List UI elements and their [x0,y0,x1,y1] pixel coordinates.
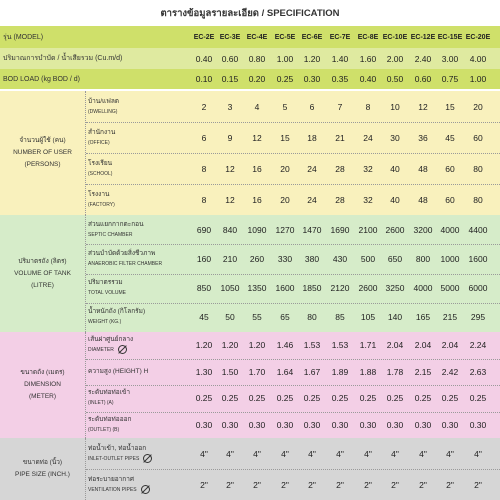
dimension-cell: 2.15 [414,366,432,377]
tank-volume-cell: 215 [442,312,458,323]
user-count-cell: 40 [390,163,400,174]
user-count-cell: 48 [418,163,428,174]
dimension-cell: 1.46 [276,340,294,351]
dimension-cell: 1.89 [331,366,349,377]
user-count-cell: 12 [225,163,235,174]
pipe-size-cell: 2" [253,479,261,490]
user-count-cell: 32 [363,194,373,205]
tank-volume-label-en-text: TOTAL VOLUME [88,290,126,297]
dimension-cell: 1.88 [359,366,377,377]
model-header-row [0,26,500,48]
tank-volume-cell: 1350 [247,283,267,294]
user-count-label-en [88,107,119,117]
user-count-cell: 30 [390,132,400,143]
pipe-size-cell: 4" [391,448,399,459]
bod-load-row [0,69,500,89]
tank-volume-cell: 210 [222,253,238,264]
dimension-cell: 0.25 [303,393,321,404]
tank-volume-cell: 1850 [302,283,322,294]
model-header-cell: EC-6E [301,33,323,41]
user-count-cell: 9 [227,132,233,143]
tank-volume-cell: 2120 [330,283,350,294]
tank-volume-label [88,215,144,244]
user-count-label-en [88,200,115,210]
pipe-size-cell: 2" [419,479,427,490]
user-count-cell: 48 [418,194,428,205]
user-count-cell: 20 [280,163,290,174]
user-count-cell: 7 [337,101,343,112]
user-count-cell: 24 [307,194,317,205]
user-count-label [88,122,115,153]
pipe-size-cell: 4" [336,448,344,459]
tank-volume-cell: 6000 [468,283,488,294]
pipe-size-cell: 4" [200,448,208,459]
tank-volume-cell: 65 [280,312,290,323]
pipe-size-cell: 2" [281,479,289,490]
tank-volume-label-en-text: SEPTIC CHAMBER [88,231,133,238]
dimension-cell: 0.25 [441,393,459,404]
model-header-cell: EC-4E [246,33,268,41]
user-count-cell: 3 [227,101,233,112]
dimension-cell: 0.25 [469,393,487,404]
tank-volume-label-en [88,259,162,269]
user-count-label-th: บ้าน/แฟลต [88,97,120,105]
dimension-cell: 1.67 [303,366,321,377]
model-header-cell: EC-5E [274,33,296,41]
dimension-cell: 0.30 [248,419,266,430]
bod-load-cell: 0.20 [248,74,266,84]
flow-rate-cell: 3.00 [441,53,459,64]
user-count-cell: 18 [307,132,317,143]
pipe-size-label-en-text: VENTILATION PIPES [88,486,137,493]
user-count-cell: 12 [418,101,428,112]
user-count-label-th: สำนักงาน [88,128,116,136]
dimension-cell: 2.42 [441,366,459,377]
dimension-cell: 0.30 [221,419,239,430]
pipe-size-row [86,438,500,469]
pipe-section-label: ขนาดท่อ (นิ้ว) PIPE SIZE (INCH.) [15,459,70,478]
tank-volume-cell: 2600 [358,283,378,294]
dimension-cell: 0.30 [195,419,213,430]
dimension-cell: 0.25 [195,393,213,404]
dimension-cell: 0.25 [248,393,266,404]
tank-volume-cell: 45 [199,312,209,323]
user-count-label [88,153,112,184]
tank-volume-cell: 4000 [413,283,433,294]
pipe-size-cell: 2" [308,479,316,490]
user-count-cell: 20 [280,194,290,205]
pipe-size-label-en [88,485,150,495]
dimension-cell: 0.30 [414,419,432,430]
model-header-label: รุ่น (MODEL) [3,33,44,41]
tank-volume-label-th: ส่วนบำบัดด้วยสิ่งชีวภาพ [88,249,156,257]
bod-load-cell: 0.25 [276,74,294,84]
tank-volume-label [88,244,162,273]
tank-volume-label-en [88,317,145,327]
tank-volume-cell: 295 [470,312,486,323]
bod-load-cell: 0.35 [331,74,349,84]
tank-volume-cell: 1050 [220,283,240,294]
bod-load-cell: 0.40 [359,74,377,84]
user-count-cell: 4 [254,101,260,112]
user-count-cell: 15 [445,101,455,112]
tank-volume-cell: 55 [252,312,262,323]
tank-volume-cell: 260 [249,253,265,264]
tank-volume-cell: 380 [304,253,320,264]
flow-rate-cell: 1.00 [276,53,294,64]
dimension-cell: 0.25 [359,393,377,404]
pipe-size-label [88,438,152,469]
pipe-size-cell: 2" [391,479,399,490]
pipe-size-cell: 2" [364,479,372,490]
user-count-cell: 32 [363,163,373,174]
dimension-label-th: ความสูง (HEIGHT) H [88,367,149,375]
flow-rate-cell: 0.80 [248,53,266,64]
tank-volume-cell: 840 [222,224,238,235]
dimension-cell: 1.78 [386,366,404,377]
dimension-cell: 2.63 [469,366,487,377]
dimension-row [86,412,500,439]
dimension-cell: 1.20 [248,340,266,351]
user-count-cell: 8 [201,194,207,205]
diameter-icon [143,454,152,463]
tank-volume-cell: 850 [196,283,212,294]
model-header-cell: EC-10E [382,33,408,41]
user-count-cell: 6 [309,101,315,112]
bod-load-cell: 0.30 [303,74,321,84]
flow-rate-row [0,48,500,69]
dimension-label-th: ระดับท่อท่อเข้า [88,389,131,397]
users-section [0,91,500,215]
user-count-cell: 8 [365,101,371,112]
flow-rate-cell: 2.00 [386,53,404,64]
user-count-cell: 12 [252,132,262,143]
user-count-cell: 80 [473,194,483,205]
dimension-cell: 0.30 [441,419,459,430]
tank-volume-cell: 165 [415,312,431,323]
dimension-cell: 1.71 [359,340,377,351]
table-title: ตารางข้อมูลรายละเอียด / SPECIFICATION [0,0,500,26]
model-header-cell: EC-3E [219,33,241,41]
dimension-cell: 0.30 [331,419,349,430]
pipe-size-label-th: ท่อน้ำเข้า, ท่อน้ำออก [88,444,147,452]
pipe-size-cell: 4" [446,448,454,459]
user-count-label [88,184,115,215]
dimension-cell: 0.30 [276,419,294,430]
pipe-size-label-th: ท่อระบายอากาศ [88,475,135,483]
pipe-size-row [86,469,500,500]
tank-volume-label-th: ปริมาตรรวม [88,279,123,287]
tank-volume-cell: 1600 [468,253,488,264]
tank-volume-row [86,215,500,244]
model-header-cell: EC-15E [437,33,463,41]
dimension-label [88,385,130,412]
user-count-label-th: โรงเรียน [88,159,113,167]
dimension-cell: 2.04 [386,340,404,351]
flow-rate-cell: 0.60 [221,53,239,64]
user-count-cell: 5 [282,101,288,112]
tank-volume-cell: 2600 [385,224,405,235]
user-count-row [86,153,500,184]
user-count-row [86,91,500,122]
tank-volume-cell: 1600 [275,283,295,294]
dimension-cell: 0.30 [469,419,487,430]
bod-load-cell: 0.10 [195,74,213,84]
dimension-row [86,385,500,412]
dimension-row [86,332,500,359]
tank-section [0,215,500,332]
tank-volume-row [86,274,500,303]
tank-volume-cell: 500 [360,253,376,264]
model-header-cell: EC-7E [329,33,351,41]
tank-volume-cell: 2100 [358,224,378,235]
tank-volume-cell: 3250 [385,283,405,294]
user-count-label-en-text: (SCHOOL) [88,170,113,177]
user-count-cell: 10 [390,101,400,112]
dimension-cell: 1.20 [195,340,213,351]
flow-rate-cell: 2.40 [414,53,432,64]
flow-rate-cell: 1.40 [331,53,349,64]
user-count-cell: 40 [390,194,400,205]
tank-volume-label-th: ส่วนแยกกากตะกอน [88,220,144,228]
tank-volume-cell: 85 [335,312,345,323]
tank-volume-cell: 330 [277,253,293,264]
user-count-row [86,122,500,153]
tank-volume-row [86,303,500,332]
diameter-icon [118,345,127,354]
user-count-label-en-text: (OFFICE) [88,139,110,146]
user-count-cell: 6 [201,132,207,143]
bod-load-cell: 0.15 [221,74,239,84]
dimension-cell: 1.30 [195,366,213,377]
dimension-label-en [88,425,131,435]
pipe-size-cell: 2" [226,479,234,490]
tank-section-label: ปริมาตรถัง (ลิตร) VOLUME OF TANK (LITRE) [14,257,71,289]
pipe-size-cell: 4" [419,448,427,459]
dimension-cell: 2.04 [441,340,459,351]
dimension-cell: 1.70 [248,366,266,377]
user-count-label-th: โรงงาน [88,190,110,198]
dimension-cell: 1.50 [221,366,239,377]
tank-volume-label [88,303,145,332]
pipe-size-cell: 4" [308,448,316,459]
tank-volume-cell: 50 [225,312,235,323]
tank-volume-cell: 430 [332,253,348,264]
user-count-cell: 60 [473,132,483,143]
tank-volume-label-en [88,230,144,240]
tank-volume-cell: 160 [196,253,212,264]
user-count-label-en [88,138,115,148]
dimension-label-en [88,345,133,355]
tank-volume-cell: 3200 [413,224,433,235]
dimension-cell: 0.25 [276,393,294,404]
model-header-cell: EC-12E [410,33,436,41]
tank-volume-cell: 1470 [302,224,322,235]
dimension-label-en [88,398,130,408]
dimension-cell: 2.04 [414,340,432,351]
tank-volume-label [88,274,126,303]
tank-volume-row [86,244,500,273]
user-count-label [88,91,119,122]
pipe-size-cell: 2" [474,479,482,490]
dimension-label [88,332,133,359]
bod-load-cell: 1.00 [469,74,487,84]
user-count-cell: 28 [335,163,345,174]
user-count-cell: 28 [335,194,345,205]
dimension-cell: 0.25 [331,393,349,404]
pipe-size-cell: 4" [281,448,289,459]
user-count-label-en-text: (FACTORY) [88,201,115,208]
tank-volume-cell: 1270 [275,224,295,235]
user-count-cell: 24 [363,132,373,143]
dimension-cell: 0.25 [221,393,239,404]
flow-rate-cell: 4.00 [469,53,487,64]
flow-rate-cell: 1.20 [303,53,321,64]
dimension-cell: 1.64 [276,366,294,377]
dimension-label-en-text: (INLET) (A) [88,400,114,407]
dimension-label-th: เส้นผ่าศูนย์กลาง [88,336,134,344]
user-count-cell: 45 [445,132,455,143]
dimension-label-en-text: (OUTLET) (B) [88,426,120,433]
tank-volume-label-en-text: ANAEROBIC FILTER CHAMBER [88,260,163,267]
pipe-size-cell: 2" [336,479,344,490]
user-count-label-en [88,169,112,179]
user-count-label-en-text: (DWELLING) [88,108,118,115]
pipe-size-cell: 4" [364,448,372,459]
tank-volume-cell: 80 [307,312,317,323]
user-count-cell: 80 [473,163,483,174]
tank-volume-cell: 4400 [468,224,488,235]
pipe-size-cell: 4" [226,448,234,459]
dimension-section [0,332,500,438]
user-count-cell: 20 [473,101,483,112]
bod-load-cell: 0.60 [414,74,432,84]
tank-volume-cell: 800 [415,253,431,264]
model-header-cell: EC-2E [193,33,215,41]
pipe-size-cell: 2" [446,479,454,490]
dimension-label [88,412,131,439]
tank-volume-cell: 1000 [440,253,460,264]
user-count-cell: 24 [307,163,317,174]
tank-volume-cell: 4000 [440,224,460,235]
model-header-cell: EC-20E [465,33,491,41]
tank-volume-cell: 105 [360,312,376,323]
user-count-cell: 15 [280,132,290,143]
dimension-label-th: ระดับท่อท่อออก [88,415,132,423]
dimension-cell: 0.30 [359,419,377,430]
tank-volume-cell: 1090 [247,224,267,235]
user-count-cell: 8 [201,163,207,174]
user-count-cell: 12 [225,194,235,205]
model-header-cell: EC-8E [357,33,379,41]
tank-volume-label-th: น้ำหนักถัง (กิโลกรัม) [88,308,146,316]
user-count-row [86,184,500,215]
dimension-cell: 1.53 [331,340,349,351]
user-count-cell: 60 [445,163,455,174]
user-count-cell: 60 [445,194,455,205]
dimension-label-en-text: DIAMETER [88,347,114,354]
diameter-icon [141,485,150,494]
pipe-size-label-en [88,454,152,464]
tank-volume-label-en-text: WEIGHT (KG.) [88,319,122,326]
dimension-label [88,359,148,386]
dimension-row [86,359,500,386]
dimension-cell: 1.53 [303,340,321,351]
dimension-cell: 0.25 [386,393,404,404]
tank-volume-label-en [88,288,126,298]
dimension-cell: 1.20 [221,340,239,351]
dimension-section-label: ขนาดถัง (เมตร) DIMENSION (METER) [20,369,65,400]
tank-volume-cell: 1690 [330,224,350,235]
dimension-cell: 0.30 [303,419,321,430]
users-section-label: จำนวนผู้ใช้ (คน) NUMBER OF USER (PERSONS) [13,137,72,168]
flow-rate-cell: 1.60 [359,53,377,64]
bod-load-cell: 0.50 [386,74,404,84]
dimension-cell: 2.24 [469,340,487,351]
pipe-size-label [88,469,150,500]
flow-rate-cell: 0.40 [195,53,213,64]
tank-volume-cell: 5000 [440,283,460,294]
flow-rate-label: ปริมาณการบำบัด / น้ำเสียรวม (Cu.m/d) [3,55,123,62]
pipe-section [0,438,500,500]
tank-volume-cell: 690 [196,224,212,235]
tank-volume-cell: 650 [387,253,403,264]
pipe-size-label-en-text: INLET-OUTLET PIPES [88,455,140,462]
dimension-cell: 0.25 [414,393,432,404]
user-count-cell: 16 [252,163,262,174]
user-count-cell: 36 [418,132,428,143]
user-count-cell: 2 [201,101,207,112]
user-count-cell: 21 [335,132,345,143]
pipe-size-cell: 2" [200,479,208,490]
bod-load-cell: 0.75 [441,74,459,84]
pipe-size-cell: 4" [474,448,482,459]
user-count-cell: 16 [252,194,262,205]
dimension-cell: 0.30 [386,419,404,430]
tank-volume-cell: 140 [387,312,403,323]
bod-load-label: BOD LOAD (kg BOD / d) [3,75,81,83]
pipe-size-cell: 4" [253,448,261,459]
